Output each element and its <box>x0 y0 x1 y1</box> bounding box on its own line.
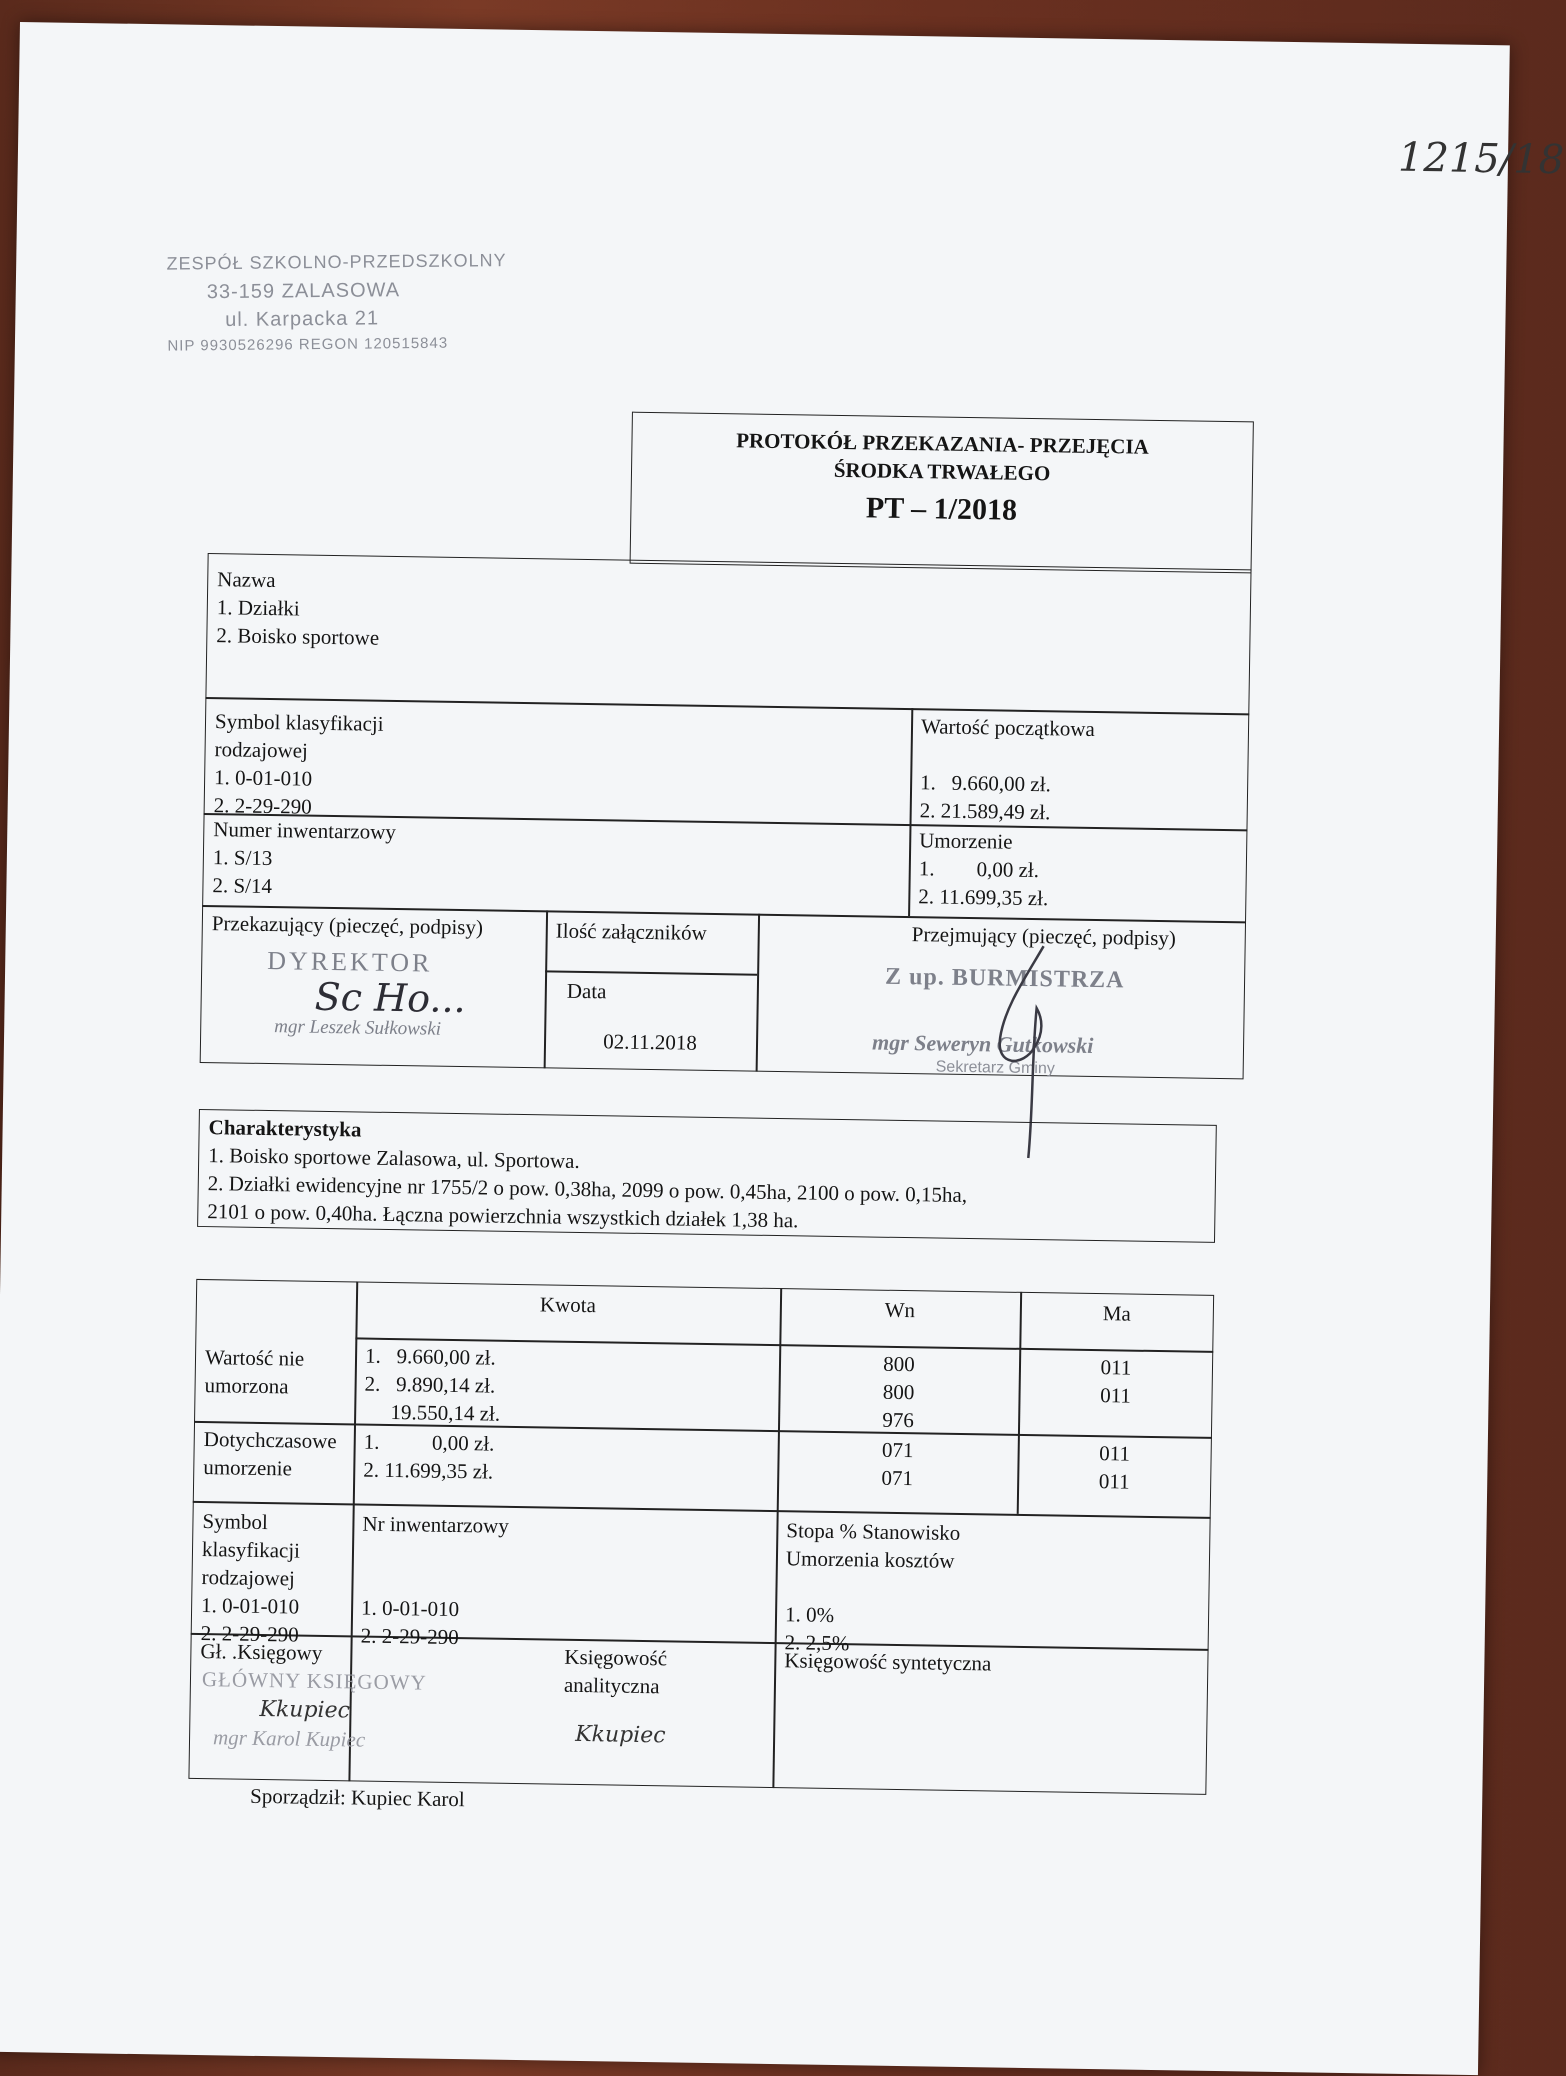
stopa-item: 1. 0% <box>784 1602 835 1627</box>
symbol-text: rodzajowej <box>201 1565 296 1591</box>
umorzenie-item: 1. 0,00 zł. <box>918 856 1040 883</box>
ma-header: Ma <box>1102 1301 1132 1326</box>
wn-value: 071 <box>881 1465 914 1491</box>
data-value: 02.11.2018 <box>602 1029 698 1055</box>
stamp-line: ul. Karpacka 21 <box>225 307 380 332</box>
nazwa-item: 2. Boisko sportowe <box>216 623 380 650</box>
kwota-header: Kwota <box>539 1292 597 1318</box>
kwota-value: 1. 9.660,00 zł. <box>364 1343 496 1370</box>
wn-value: 800 <box>883 1351 915 1377</box>
przekazujacy-label: Przekazujący (pieczęć, podpisy) <box>211 911 484 940</box>
symbol-label: rodzajowej <box>214 737 309 763</box>
gl-ksiegowy-name-stamp: mgr Karol Kupiec <box>212 1725 366 1752</box>
title-box <box>630 412 1254 574</box>
charakterystyka-line: 1. Boisko sportowe Zalasowa, ul. Sportowa. <box>208 1143 580 1173</box>
data-label: Data <box>566 978 607 1004</box>
nr-inw-label: Nr inwentarzowy <box>362 1511 510 1538</box>
director-stamp: DYREKTOR <box>267 946 433 978</box>
gl-ksiegowy-label: Gł. .Księgowy <box>200 1639 323 1665</box>
nr-inw-item: 1. 0-01-010 <box>360 1595 460 1622</box>
table-symbol-cell <box>200 1507 300 1649</box>
symbol-text: klasyfikacji <box>201 1537 301 1563</box>
numer-item: 1. S/13 <box>212 845 273 871</box>
nazwa-label: Nazwa <box>217 567 276 593</box>
director-name-stamp: mgr Leszek Sułkowski <box>274 1016 442 1040</box>
analityczna-label: Księgowość <box>564 1644 668 1671</box>
analityczna-cell <box>564 1643 668 1701</box>
umorzenie-label: Umorzenie <box>919 828 1013 854</box>
title-line1: PROTOKÓŁ PRZEKAZANIA- PRZEJĘCIA <box>735 428 1149 459</box>
stopa-label: Umorzenia kosztów <box>785 1546 955 1573</box>
charakterystyka-line: 2101 o pow. 0,40ha. Łączna powierzchnia wszystkich działek 1,38 ha. <box>207 1199 799 1233</box>
gl-ksiegowy-stamp: GŁÓWNY KSIĘGOWY <box>201 1667 427 1695</box>
row-label: umorzenie <box>203 1455 293 1481</box>
wn-value: 800 <box>882 1379 915 1405</box>
sekretarz-role-stamp: Sekretarz Gminy <box>935 1058 1055 1078</box>
umorzenie-cell <box>918 826 1049 912</box>
syntetyczna-label: Księgowość syntetyczna <box>784 1648 992 1676</box>
kwota-value: 19.550,14 zł. <box>364 1399 501 1426</box>
document-page <box>0 22 1565 2075</box>
ma-value: 011 <box>1100 1383 1132 1408</box>
stopa-label: Stopa % Stanowisko <box>786 1518 961 1545</box>
analityczna-label: analityczna <box>563 1672 660 1699</box>
stopa-item: 2. 2,5% <box>784 1630 850 1656</box>
kwota-value: 2. 11.699,35 zł. <box>363 1457 494 1484</box>
burmistrz-stamp: Z up. BURMISTRZA <box>884 963 1125 994</box>
row-label: Wartość nie <box>204 1345 305 1371</box>
kwota-value: 1. 0,00 zł. <box>363 1429 495 1456</box>
dotychczasowe-wn <box>777 1434 1018 1494</box>
wn-header: Wn <box>884 1297 916 1323</box>
symbol-item: 1. 0-01-010 <box>213 765 313 791</box>
row-label: umorzona <box>204 1373 289 1399</box>
ma-value: 011 <box>1098 1469 1130 1494</box>
school-stamp <box>166 250 507 355</box>
symbol-label: Symbol klasyfikacji <box>214 709 384 736</box>
symbol-text: Symbol <box>202 1509 269 1535</box>
nr-inw-item: 2. 2-29-290 <box>360 1623 459 1650</box>
charakterystyka-label: Charakterystyka <box>208 1115 362 1142</box>
numer-cell <box>212 815 396 902</box>
wartosc-item: 2. 21.589,49 zł. <box>919 798 1051 825</box>
symbol-cell <box>214 707 384 822</box>
wartosc-nie-wn <box>778 1348 1019 1436</box>
title-line2: ŚRODKA TRWAŁEGO <box>833 457 1051 486</box>
nr-inw-values <box>360 1594 459 1652</box>
numer-label: Numer inwentarzowy <box>213 817 397 845</box>
wartosc-nie-kwota <box>364 1342 501 1428</box>
charakterystyka-text <box>207 1113 968 1237</box>
symbol-item: 2. 2-29-290 <box>213 793 312 819</box>
stamp-line: NIP 9930526296 REGON 120515843 <box>167 334 449 355</box>
wartosc-label: Wartość początkowa <box>920 714 1096 741</box>
document-number: PT – 1/2018 <box>865 491 1018 527</box>
ma-value: 011 <box>1099 1441 1131 1466</box>
analityczna-signature: Kkupiec <box>574 1721 666 1749</box>
symbol-text: 1. 0-01-010 <box>200 1593 300 1619</box>
przejmujacy-label: Przejmujący (pieczęć, podpisy) <box>911 922 1177 951</box>
prepared-by: Sporządził: Kupiec Karol <box>249 1783 465 1812</box>
handwritten-number: 1215/18 <box>1397 134 1565 184</box>
stamp-line: 33-159 ZALASOWA <box>206 279 401 304</box>
ilosc-label: Ilość załączników <box>555 918 707 945</box>
umorzenie-item: 2. 11.699,35 zł. <box>918 884 1049 911</box>
charakterystyka-line: 2. Działki ewidencyjne nr 1755/2 o pow. 0,38ha, 2099 o pow. 0,45ha, 2100 o pow. 0,15ha, <box>207 1171 968 1208</box>
dotychczasowe-ma <box>1017 1438 1212 1497</box>
stamp-line: ZESPÓŁ SZKOLNO-PRZEDSZKOLNY <box>166 250 507 274</box>
stopa-cell <box>786 1516 961 1575</box>
wn-value: 976 <box>882 1407 915 1433</box>
wartosc-nie-ma <box>1018 1352 1213 1411</box>
wartosc-item: 1. 9.660,00 zł. <box>919 770 1051 797</box>
sekretarz-name-stamp: mgr Seweryn Gutkowski <box>871 1029 1094 1058</box>
symbol-text: 2. 2-29-290 <box>200 1621 299 1647</box>
wn-value: 071 <box>881 1437 914 1463</box>
wartosc-nie-label <box>204 1343 304 1401</box>
kwota-value: 2. 9.890,14 zł. <box>364 1371 496 1398</box>
wartosc-values <box>920 768 1052 826</box>
row-label: Dotychczasowe <box>203 1427 337 1454</box>
nazwa-cell <box>216 565 380 652</box>
numer-item: 2. S/14 <box>212 873 273 899</box>
ma-value: 011 <box>1100 1355 1132 1380</box>
nazwa-item: 1. Działki <box>216 595 300 621</box>
gl-ksiegowy-signature: Kkupiec <box>259 1696 351 1724</box>
dotychczasowe-label <box>203 1425 337 1483</box>
dotychczasowe-kwota <box>363 1428 495 1486</box>
director-signature: Sc Ho... <box>314 974 467 1022</box>
